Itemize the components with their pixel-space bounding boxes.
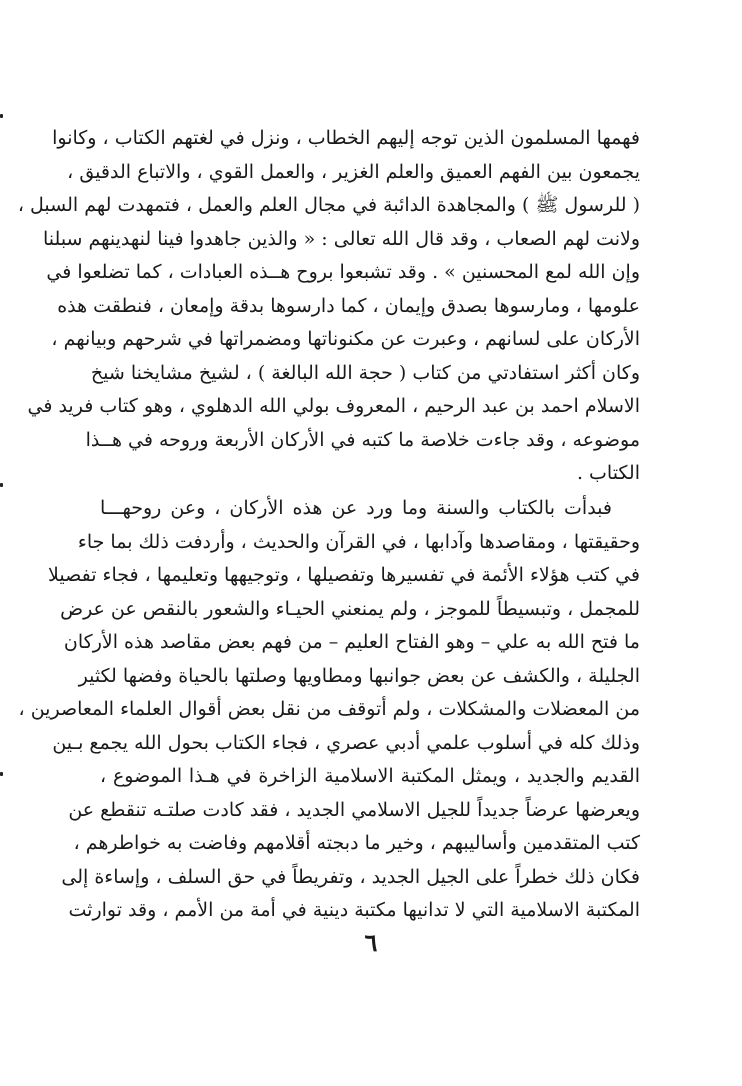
text-line: من المعضلات والمشكلات ، ولم أتوقف من نقل بعض أقوال العلماء المعاصرين ، [18, 698, 640, 720]
margin-mark [0, 483, 3, 487]
paragraph-1 [17, 122, 640, 491]
text-line: للمجمل ، وتبسيطاً للموجز ، ولم يمنعني الحيـاء والشعور بالنقص عن عرض [60, 597, 640, 620]
text-line: القديم والجديد ، ويمثل المكتبة الاسلامية الزاخرة في هـذا الموضوع ، [100, 765, 640, 787]
text-line: موضوعه ، وقد جاءت خلاصة ما كتبه في الأركان الأربعة وروحه في هــذا [85, 428, 640, 451]
text-line: ما فتح الله به علي – وهو الفتاح العليم – من فهم بعض مقاصد هذه الأركان [63, 631, 640, 653]
text-line: فبدأت بالكتاب والسنة وما ورد عن هذه الأركان ، وعن روحهـــا [100, 497, 612, 519]
text-line: المكتبة الاسلامية التي لا تدانيها مكتبة دينية في أمة من الأمم ، وقد توارثت [68, 899, 640, 921]
text-line: يجمعون بين الفهم العميق والعلم الغزير ، والعمل القوي ، والاتباع الدقيق ، [67, 160, 640, 183]
text-line: الجليلة ، والكشف عن بعض جوانبها ومطاويها وصلتها بالحياة وفضها لكثير [78, 664, 640, 687]
text-line: علومها ، ومارسوها بصدق وإيمان ، كما دارسوها بدقة وإمعان ، فنطقت هذه [57, 294, 640, 317]
paragraph-2 [18, 492, 640, 928]
text-line: وكان أكثر استفادتي من كتاب ( حجة الله البالغة ) ، لشيخ مشايخنا شيخ [90, 361, 640, 384]
text-line: ولانت لهم الصعاب ، وقد قال الله تعالى : « والذين جاهدوا فينا لنهدينهم سبلنا [43, 227, 640, 250]
text-line: الأركان على لسانهم ، وعبرت عن مكنوناتها ومضمراتها في شرحهم وبيانهم ، [51, 328, 640, 350]
text-line: الكتاب . [576, 462, 640, 484]
text-line: ويعرضها عرضاً جديداً للجيل الاسلامي الجديد ، فقد كادت صلتـه تنقطع عن [68, 798, 640, 821]
text-line: وإن الله لمع المحسنين » . وقد تشبعوا بروح هــذه العبادات ، كما تضلعوا في [46, 261, 640, 283]
margin-mark [0, 772, 3, 776]
page-number: ٦ [364, 928, 378, 957]
text-line: ( للرسول ﷺ ) والمجاهدة الدائبة في مجال العلم والعمل ، فتمهدت لهم السبل ، [17, 194, 640, 216]
text-line: وذلك كله في أسلوب علمي أدبي عصري ، فجاء الكتاب بحول الله يجمع بـين [52, 731, 640, 754]
text-line: فهمها المسلمون الذين توجه إليهم الخطاب ، ونزل في لغتهم الكتاب ، وكانوا [52, 127, 640, 149]
text-line: في كتب هؤلاء الأئمة في تفسيرها وتفصيلها ، وتوجيهها وتعليمها ، فجاء تفصيلا [48, 564, 640, 586]
margin-mark [0, 114, 3, 118]
text-line: وحقيقتها ، ومقاصدها وآدابها ، في القرآن والحديث ، وأردفت ذلك بما جاء [77, 530, 640, 553]
text-line: كتب المتقدمين وأساليبهم ، وخير ما دبجته أقلامهم وفاضت به خواطرهم ، [73, 832, 640, 854]
text-line: فكان ذلك خطراً على الجيل الجديد ، وتفريطاً في حق السلف ، وإساءة إلى [61, 865, 640, 888]
text-line: الاسلام احمد بن عبد الرحيم ، المعروف بولي الله الدهلوي ، وهو كتاب فريد في [27, 395, 640, 417]
